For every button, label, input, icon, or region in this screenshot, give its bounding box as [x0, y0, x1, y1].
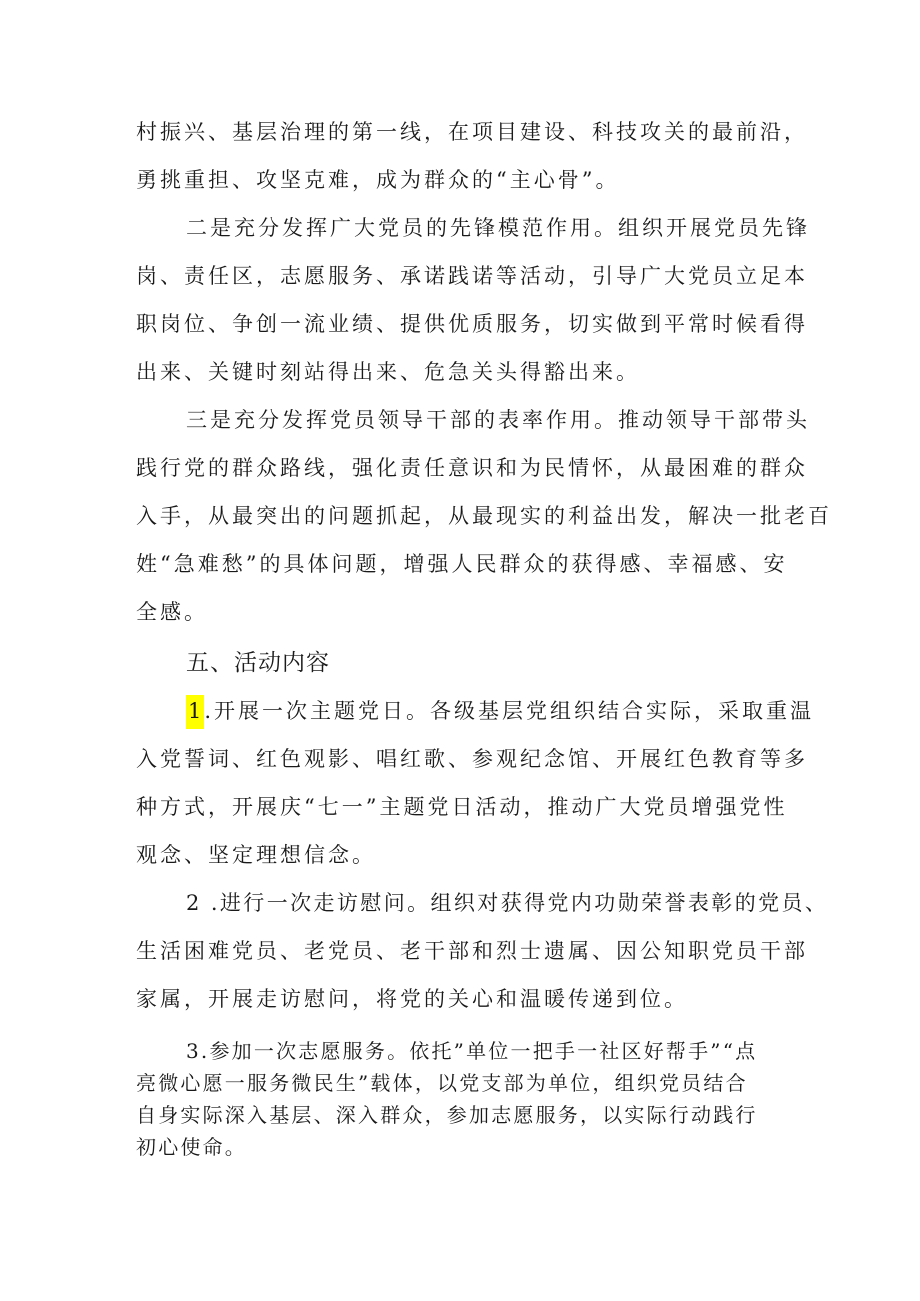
paragraph-line: 勇挑重担、攻坚克难，成为群众的“主心骨”。 [136, 168, 620, 192]
list-item-line [186, 696, 814, 726]
list-item-line: 观念、坚定理想信念。 [136, 843, 376, 867]
list-item-line: 入党誓词、红色观影、唱红歌、参观纪念馆、开展红色教育等多 [136, 747, 808, 771]
list-item-line: 生活困难党员、老党员、老干部和烈士遗属、因公知职党员干部 [136, 939, 808, 963]
paragraph-line: 全感。 [136, 600, 208, 624]
paragraph-line: 姓“急难愁”的具体问题，增强人民群众的获得感、幸福感、安 [136, 552, 788, 576]
paragraph-line: 三是充分发挥党员领导干部的表率作用。推动领导干部带头 [186, 408, 810, 432]
paragraph-line: 岗、责任区，志愿服务、承诺践诺等活动，引导广大党员立足本 [136, 264, 808, 288]
highlighted-item-number: 1 [186, 695, 204, 729]
paragraph-line: 入手，从最突出的问题抓起，从最现实的利益出发，解决一批老百 [136, 504, 832, 528]
list-item-line: 3.参加一次志愿服务。依托”单位一把手一社区好帮手”“点 [186, 1039, 758, 1063]
list-item-line: 亮微心愿一服务微民生”载体，以党支部为单位，组织党员结合 [136, 1071, 748, 1095]
paragraph-line: 出来、关键时刻站得出来、危急关头得豁出来。 [136, 360, 640, 384]
list-item-line: 家属，开展走访慰问，将党的关心和温暖传递到位。 [136, 987, 688, 1011]
list-item-line: 2 .进行一次走访慰问。组织对获得党内功勋荣誉表彰的党员、 [186, 891, 829, 915]
section-heading: 五、活动内容 [186, 650, 330, 676]
list-item-line: 自身实际深入基层、深入群众，参加志愿服务，以实际行动践行 [136, 1103, 758, 1127]
list-item-line: 种方式，开展庆“七一”主题党日活动，推动广大党员增强党性 [136, 795, 788, 819]
item-text: .开展一次主题党日。各级基层党组织结合实际，采取重温 [204, 699, 815, 723]
list-item-line: 初心使命。 [136, 1135, 247, 1159]
paragraph-line: 职岗位、争创一流业绩、提供优质服务，切实做到平常时候看得 [136, 312, 808, 336]
paragraph-line: 二是充分发挥广大党员的先锋模范作用。组织开展党员先锋 [186, 216, 810, 240]
paragraph-line: 践行党的群众路线，强化责任意识和为民情怀，从最困难的群众 [136, 456, 808, 480]
paragraph-line: 村振兴、基层治理的第一线，在项目建设、科技攻关的最前沿， [136, 120, 808, 144]
